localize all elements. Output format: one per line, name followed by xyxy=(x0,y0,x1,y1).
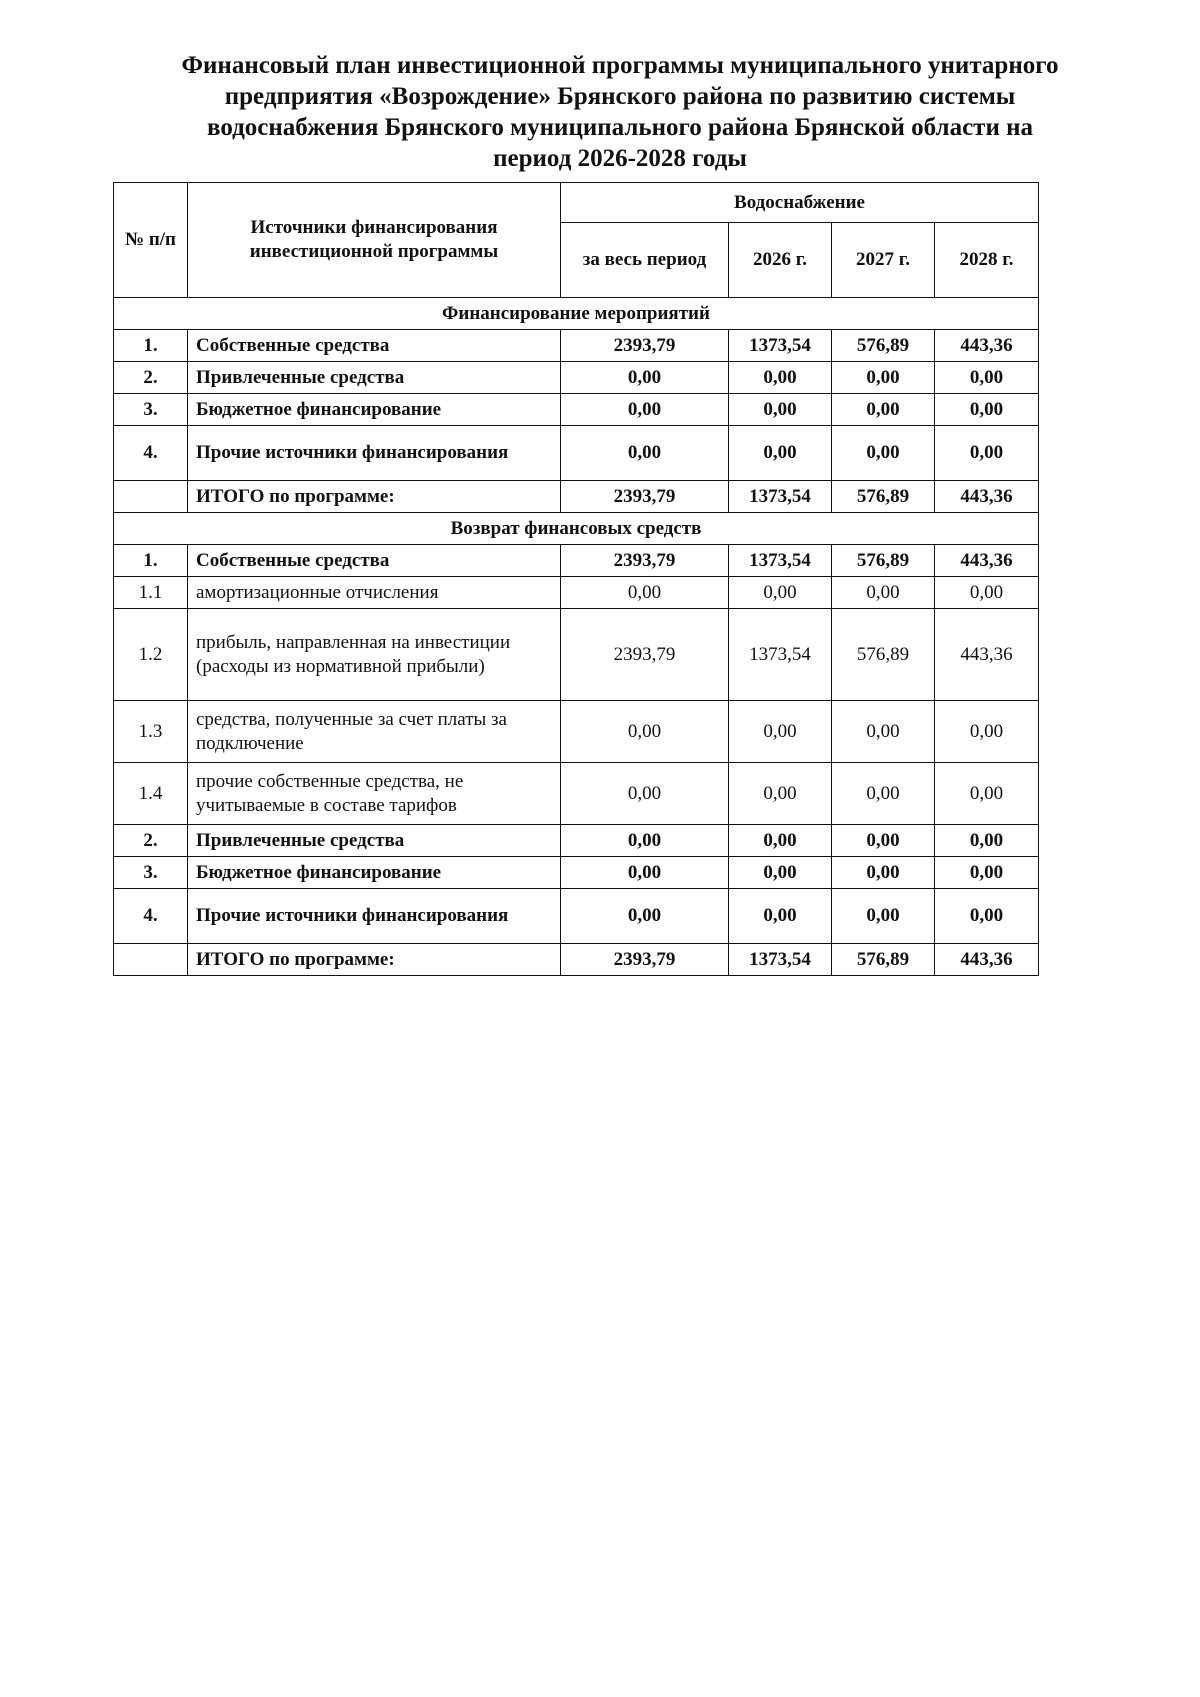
row-total: 2393,79 xyxy=(561,481,729,513)
title-line-1: Финансовый план инвестиционной программы муниципального унитарного xyxy=(181,52,1059,79)
row-2026: 1373,54 xyxy=(729,481,832,513)
row-2028: 0,00 xyxy=(935,426,1039,481)
header-row-1 xyxy=(114,183,1039,223)
row-label: Привлеченные средства xyxy=(188,362,561,394)
row-2026: 0,00 xyxy=(729,362,832,394)
table-row xyxy=(114,889,1039,944)
row-2027: 0,00 xyxy=(832,889,935,944)
row-2028: 443,36 xyxy=(935,609,1039,701)
table-row xyxy=(114,609,1039,701)
row-2027: 576,89 xyxy=(832,944,935,976)
row-label: Собственные средства xyxy=(188,545,561,577)
row-num: 1. xyxy=(114,330,188,362)
row-label: средства, полученные за счет платы за подключение xyxy=(188,701,561,763)
header-group: Водоснабжение xyxy=(561,183,1039,223)
row-total: 0,00 xyxy=(561,857,729,889)
section-heading xyxy=(114,513,1039,545)
row-2027: 576,89 xyxy=(832,609,935,701)
row-num: 1.1 xyxy=(114,577,188,609)
row-num: 4. xyxy=(114,889,188,944)
table-row-total xyxy=(114,481,1039,513)
row-total: 0,00 xyxy=(561,577,729,609)
row-num: 4. xyxy=(114,426,188,481)
row-2027: 0,00 xyxy=(832,701,935,763)
row-2026: 1373,54 xyxy=(729,609,832,701)
row-label: Бюджетное финансирование xyxy=(188,857,561,889)
row-2027: 0,00 xyxy=(832,825,935,857)
row-total: 0,00 xyxy=(561,889,729,944)
table-row xyxy=(114,763,1039,825)
row-total: 2393,79 xyxy=(561,545,729,577)
section-title: Возврат финансовых средств xyxy=(114,513,1039,545)
table-row xyxy=(114,545,1039,577)
row-total: 0,00 xyxy=(561,825,729,857)
row-2027: 0,00 xyxy=(832,362,935,394)
row-label: ИТОГО по программе: xyxy=(188,481,561,513)
row-2028: 0,00 xyxy=(935,825,1039,857)
row-label: Бюджетное финансирование xyxy=(188,394,561,426)
row-2026: 1373,54 xyxy=(729,944,832,976)
row-total: 2393,79 xyxy=(561,944,729,976)
title-line-4: период 2026-2028 годы xyxy=(493,145,747,172)
row-2028: 0,00 xyxy=(935,701,1039,763)
title-line-3: водоснабжения Брянского муниципального района Брянской области на xyxy=(206,114,1033,141)
row-2026: 0,00 xyxy=(729,701,832,763)
table-row xyxy=(114,857,1039,889)
row-num: 1.3 xyxy=(114,701,188,763)
document-title xyxy=(120,50,1120,174)
row-total: 0,00 xyxy=(561,426,729,481)
row-total: 0,00 xyxy=(561,394,729,426)
row-label: Прочие источники финансирования xyxy=(188,426,561,481)
header-num: № п/п xyxy=(114,183,188,298)
row-2028: 0,00 xyxy=(935,394,1039,426)
row-2026: 0,00 xyxy=(729,426,832,481)
header-2026: 2026 г. xyxy=(729,223,832,298)
row-2026: 0,00 xyxy=(729,889,832,944)
section-heading xyxy=(114,298,1039,330)
row-2026: 0,00 xyxy=(729,763,832,825)
row-2027: 576,89 xyxy=(832,481,935,513)
row-2027: 0,00 xyxy=(832,577,935,609)
row-total: 0,00 xyxy=(561,362,729,394)
row-2028: 443,36 xyxy=(935,944,1039,976)
row-2027: 0,00 xyxy=(832,857,935,889)
row-label: Собственные средства xyxy=(188,330,561,362)
row-total: 0,00 xyxy=(561,701,729,763)
row-2028: 443,36 xyxy=(935,481,1039,513)
row-2026: 1373,54 xyxy=(729,330,832,362)
row-total: 2393,79 xyxy=(561,609,729,701)
row-label: амортизационные отчисления xyxy=(188,577,561,609)
row-2027: 0,00 xyxy=(832,426,935,481)
row-2028: 443,36 xyxy=(935,330,1039,362)
row-total: 2393,79 xyxy=(561,330,729,362)
table-row-total xyxy=(114,944,1039,976)
row-label: Прочие источники финансирования xyxy=(188,889,561,944)
table-row xyxy=(114,362,1039,394)
row-2027: 576,89 xyxy=(832,330,935,362)
title-line-2: предприятия «Возрождение» Брянского района по развитию системы xyxy=(224,83,1016,110)
row-num: 3. xyxy=(114,857,188,889)
row-num xyxy=(114,944,188,976)
table-row xyxy=(114,701,1039,763)
section-title: Финансирование мероприятий xyxy=(114,298,1039,330)
row-2028: 0,00 xyxy=(935,362,1039,394)
table-row xyxy=(114,577,1039,609)
row-total: 0,00 xyxy=(561,763,729,825)
table-row xyxy=(114,426,1039,481)
header-total-period: за весь период xyxy=(561,223,729,298)
row-2027: 0,00 xyxy=(832,763,935,825)
row-num: 1.2 xyxy=(114,609,188,701)
row-label: ИТОГО по программе: xyxy=(188,944,561,976)
row-2026: 0,00 xyxy=(729,825,832,857)
header-2027: 2027 г. xyxy=(832,223,935,298)
header-source: Источники финансирования инвестиционной программы xyxy=(188,183,561,298)
row-label: прибыль, направленная на инвестиции (расходы из нормативной прибыли) xyxy=(188,609,561,701)
row-2028: 0,00 xyxy=(935,889,1039,944)
row-2026: 1373,54 xyxy=(729,545,832,577)
row-num: 2. xyxy=(114,825,188,857)
row-2026: 0,00 xyxy=(729,577,832,609)
row-num: 2. xyxy=(114,362,188,394)
financial-plan-table xyxy=(113,182,1039,976)
table-row xyxy=(114,394,1039,426)
row-2026: 0,00 xyxy=(729,394,832,426)
row-2028: 0,00 xyxy=(935,577,1039,609)
header-2028: 2028 г. xyxy=(935,223,1039,298)
row-label: Привлеченные средства xyxy=(188,825,561,857)
row-2028: 443,36 xyxy=(935,545,1039,577)
row-2026: 0,00 xyxy=(729,857,832,889)
row-num xyxy=(114,481,188,513)
row-2028: 0,00 xyxy=(935,763,1039,825)
row-2027: 0,00 xyxy=(832,394,935,426)
table-row xyxy=(114,825,1039,857)
row-num: 3. xyxy=(114,394,188,426)
row-num: 1. xyxy=(114,545,188,577)
table-row xyxy=(114,330,1039,362)
row-label: прочие собственные средства, не учитываемые в составе тарифов xyxy=(188,763,561,825)
row-2028: 0,00 xyxy=(935,857,1039,889)
row-2027: 576,89 xyxy=(832,545,935,577)
row-num: 1.4 xyxy=(114,763,188,825)
